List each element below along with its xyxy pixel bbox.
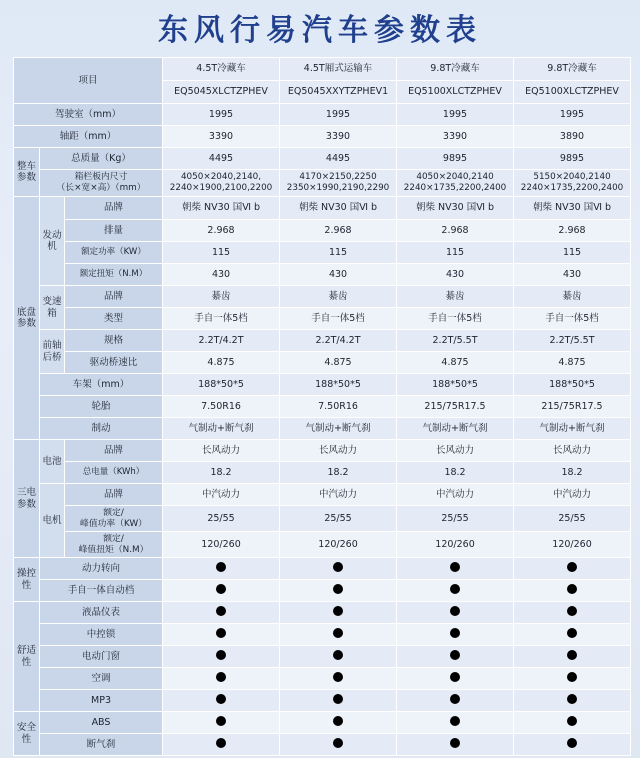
table-row: [14, 352, 631, 374]
feature-dot-icon: [450, 562, 460, 572]
row-label: 空调: [40, 668, 163, 690]
cell: 4.875: [280, 352, 397, 374]
cell: [280, 690, 397, 712]
cell-line: 2350×1990,2190,2290: [286, 183, 390, 193]
table-row: [14, 104, 631, 126]
feature-dot-icon: [216, 672, 226, 682]
model-code: EQ5045XLCTZPHEV: [163, 81, 280, 104]
cell: 25/55: [280, 506, 397, 532]
feature-dot-icon: [216, 584, 226, 594]
group-handling: 操控性: [14, 558, 40, 602]
row-label: 电动门窗: [40, 646, 163, 668]
row-label: 断气刹: [40, 734, 163, 756]
label-line: （长×宽×高）（mm）: [56, 183, 146, 193]
cell: [397, 690, 514, 712]
cell: [397, 580, 514, 602]
feature-dot-icon: [450, 694, 460, 704]
cell: 430: [514, 264, 631, 286]
row-label: 品牌: [65, 197, 163, 220]
feature-dot-icon: [567, 672, 577, 682]
cell: 2.968: [397, 220, 514, 242]
cell-line: 4170×2150,2250: [299, 172, 377, 183]
cell: 2.968: [163, 220, 280, 242]
feature-dot-icon: [567, 738, 577, 748]
cell: [397, 558, 514, 580]
model-code: EQ5100XLCTZPHEV: [514, 81, 631, 104]
row-label: 品牌: [65, 286, 163, 308]
table-row: [14, 148, 631, 170]
cell: [280, 602, 397, 624]
cell: [397, 624, 514, 646]
table-row: [14, 734, 631, 756]
cell: 2.2T/5.5T: [514, 330, 631, 352]
cell: 4495: [163, 148, 280, 170]
model-code: EQ5045XXYTZPHEV1: [280, 81, 397, 104]
cell: 气制动+断气刹: [163, 418, 280, 440]
cell: 綦齿: [514, 286, 631, 308]
cell: 120/260: [514, 532, 631, 558]
row-label: 驾驶室（mm）: [14, 104, 163, 126]
table-row: [14, 170, 631, 197]
cell: 朝柴 NV30 国Ⅵ b: [163, 197, 280, 220]
cell: [514, 712, 631, 734]
feature-dot-icon: [450, 672, 460, 682]
table-row: [14, 624, 631, 646]
cell: [397, 602, 514, 624]
group-chassis: 底盘参数: [14, 197, 40, 440]
row-label: [40, 170, 163, 197]
row-label: 规格: [65, 330, 163, 352]
feature-dot-icon: [216, 650, 226, 660]
cell: [514, 602, 631, 624]
table-row: [14, 668, 631, 690]
row-label: 中控锁: [40, 624, 163, 646]
cell: 中汽动力: [280, 484, 397, 506]
cell-line: 2240×1735,2200,2400: [403, 183, 507, 193]
cell: 手自一体5档: [163, 308, 280, 330]
cell: 120/260: [397, 532, 514, 558]
cell: [514, 646, 631, 668]
cell: 2.968: [514, 220, 631, 242]
group-comfort: 舒适性: [14, 602, 40, 712]
cell: 朝柴 NV30 国Ⅵ b: [397, 197, 514, 220]
feature-dot-icon: [216, 628, 226, 638]
feature-dot-icon: [216, 606, 226, 616]
feature-dot-icon: [333, 650, 343, 660]
group-triple-electric: 三电参数: [14, 440, 40, 558]
cell: 2.2T/4.2T: [280, 330, 397, 352]
cell: 3390: [280, 126, 397, 148]
cell: [397, 668, 514, 690]
model-type: 9.8T冷藏车: [514, 58, 631, 81]
feature-dot-icon: [216, 562, 226, 572]
cell: 215/75R17.5: [514, 396, 631, 418]
cell: 7.50R16: [163, 396, 280, 418]
feature-dot-icon: [450, 628, 460, 638]
cell: 3890: [514, 126, 631, 148]
cell: 2.968: [280, 220, 397, 242]
cell: [514, 170, 631, 197]
cell: [163, 690, 280, 712]
cell: 18.2: [280, 462, 397, 484]
feature-dot-icon: [567, 562, 577, 572]
cell-line: 2240×1735,2200,2400: [520, 183, 624, 193]
subgroup-transmission: 变速箱: [40, 286, 65, 330]
group-safety: 安全性: [14, 712, 40, 756]
cell: 4.875: [397, 352, 514, 374]
feature-dot-icon: [333, 584, 343, 594]
cell-line: 4050×2040,2140: [416, 172, 494, 183]
feature-dot-icon: [216, 738, 226, 748]
cell: [163, 734, 280, 756]
row-label: 品牌: [65, 440, 163, 462]
subgroup-engine: 发动机: [40, 197, 65, 286]
feature-dot-icon: [450, 650, 460, 660]
table-row: [14, 646, 631, 668]
feature-dot-icon: [450, 716, 460, 726]
cell: 2.2T/4.2T: [163, 330, 280, 352]
model-type: 4.5T冷藏车: [163, 58, 280, 81]
cell: 215/75R17.5: [397, 396, 514, 418]
cell: [397, 646, 514, 668]
cell: [163, 624, 280, 646]
model-type: 9.8T冷藏车: [397, 58, 514, 81]
table-row: [14, 440, 631, 462]
row-label: 排量: [65, 220, 163, 242]
table-row: [14, 126, 631, 148]
subgroup-battery: 电池: [40, 440, 65, 484]
row-label: 车架（mm）: [40, 374, 163, 396]
table-row: [14, 558, 631, 580]
cell: 气制动+断气刹: [514, 418, 631, 440]
label-line: 峰值功率（KW）: [80, 518, 147, 529]
table-row: [14, 484, 631, 506]
cell: 1995: [514, 104, 631, 126]
feature-dot-icon: [450, 584, 460, 594]
cell: 綦齿: [163, 286, 280, 308]
cell: [280, 558, 397, 580]
cell: 2.2T/5.5T: [397, 330, 514, 352]
cell: [514, 734, 631, 756]
cell: 长风动力: [397, 440, 514, 462]
feature-dot-icon: [450, 606, 460, 616]
table-row: [14, 286, 631, 308]
cell: 188*50*5: [163, 374, 280, 396]
row-label: 制动: [40, 418, 163, 440]
table-row: [14, 264, 631, 286]
cell: [397, 712, 514, 734]
table-row: [14, 580, 631, 602]
cell: 1995: [280, 104, 397, 126]
cell: 188*50*5: [397, 374, 514, 396]
cell: 115: [397, 242, 514, 264]
cell: 1995: [163, 104, 280, 126]
cell: 18.2: [514, 462, 631, 484]
feature-dot-icon: [450, 738, 460, 748]
feature-dot-icon: [216, 694, 226, 704]
group-vehicle: 整车参数: [14, 148, 40, 197]
row-label: 总质量（Kg）: [40, 148, 163, 170]
table-row: [14, 602, 631, 624]
item-header: 项目: [14, 58, 163, 104]
cell-line: 2240×1900,2100,2200: [169, 183, 273, 193]
cell: 25/55: [397, 506, 514, 532]
cell: 18.2: [397, 462, 514, 484]
cell-line: 4050×2040,2140,: [180, 172, 262, 183]
table-row: [14, 220, 631, 242]
cell: 4.875: [163, 352, 280, 374]
feature-dot-icon: [567, 716, 577, 726]
row-label: 类型: [65, 308, 163, 330]
feature-dot-icon: [333, 562, 343, 572]
cell: [163, 558, 280, 580]
cell: [163, 712, 280, 734]
row-label: 总电量（KWh）: [65, 462, 163, 484]
table-row: [14, 242, 631, 264]
feature-dot-icon: [333, 716, 343, 726]
cell: [163, 170, 280, 197]
cell-line: 5150×2040,2140: [533, 172, 611, 183]
row-label: 液晶仪表: [40, 602, 163, 624]
cell: 4495: [280, 148, 397, 170]
row-label: [65, 532, 163, 558]
row-label: MP3: [40, 690, 163, 712]
cell: 4.875: [514, 352, 631, 374]
row-label: 额定扭矩（N.M）: [65, 264, 163, 286]
cell: 3390: [163, 126, 280, 148]
cell: 120/260: [280, 532, 397, 558]
cell: 7.50R16: [280, 396, 397, 418]
table-row: [14, 197, 631, 220]
subgroup-axle: 前轴后桥: [40, 330, 65, 374]
cell: [514, 690, 631, 712]
cell: 中汽动力: [397, 484, 514, 506]
cell: 手自一体5档: [280, 308, 397, 330]
cell: 中汽动力: [514, 484, 631, 506]
row-label: 轴距（mm）: [14, 126, 163, 148]
cell: 9895: [397, 148, 514, 170]
cell: 长风动力: [280, 440, 397, 462]
cell: 长风动力: [163, 440, 280, 462]
cell: [280, 668, 397, 690]
row-label: ABS: [40, 712, 163, 734]
cell: 430: [163, 264, 280, 286]
cell: [397, 734, 514, 756]
label-line: 峰值扭矩（N.M）: [78, 544, 149, 555]
row-label: [65, 506, 163, 532]
cell: [514, 580, 631, 602]
feature-dot-icon: [216, 716, 226, 726]
table-row: [14, 396, 631, 418]
cell: 气制动+断气刹: [280, 418, 397, 440]
model-type: 4.5T厢式运输车: [280, 58, 397, 81]
row-label: 动力转向: [40, 558, 163, 580]
feature-dot-icon: [567, 606, 577, 616]
feature-dot-icon: [333, 628, 343, 638]
row-label: 额定功率（KW）: [65, 242, 163, 264]
cell: [280, 624, 397, 646]
cell: [514, 668, 631, 690]
cell: [163, 668, 280, 690]
feature-dot-icon: [333, 672, 343, 682]
cell: 綦齿: [280, 286, 397, 308]
cell: 长风动力: [514, 440, 631, 462]
label-line: 额定/: [103, 533, 124, 544]
row-label: 驱动桥速比: [65, 352, 163, 374]
cell: [280, 646, 397, 668]
subgroup-motor: 电机: [40, 484, 65, 558]
table-row: [14, 532, 631, 558]
cell: 430: [280, 264, 397, 286]
cell: [280, 712, 397, 734]
row-label: 品牌: [65, 484, 163, 506]
table-row: [14, 712, 631, 734]
cell: 115: [163, 242, 280, 264]
cell: [280, 580, 397, 602]
cell: 188*50*5: [280, 374, 397, 396]
table-row: [14, 330, 631, 352]
cell: 气制动+断气刹: [397, 418, 514, 440]
cell: 手自一体5档: [397, 308, 514, 330]
model-code: EQ5100XLCTZPHEV: [397, 81, 514, 104]
cell: 朝柴 NV30 国Ⅵ b: [514, 197, 631, 220]
cell: [163, 646, 280, 668]
cell: 18.2: [163, 462, 280, 484]
cell: 手自一体5档: [514, 308, 631, 330]
feature-dot-icon: [567, 628, 577, 638]
spec-table: [13, 57, 631, 756]
cell: 中汽动力: [163, 484, 280, 506]
feature-dot-icon: [333, 694, 343, 704]
cell: 115: [514, 242, 631, 264]
table-row: [14, 374, 631, 396]
cell: 188*50*5: [514, 374, 631, 396]
cell: [514, 558, 631, 580]
cell: [280, 170, 397, 197]
cell: 9895: [514, 148, 631, 170]
cell: 1995: [397, 104, 514, 126]
feature-dot-icon: [333, 606, 343, 616]
cell: [397, 170, 514, 197]
cell: [163, 602, 280, 624]
feature-dot-icon: [567, 650, 577, 660]
cell: 115: [280, 242, 397, 264]
page-title: 东风行易汽车参数表: [158, 13, 482, 48]
cell: [163, 580, 280, 602]
cell: 朝柴 NV30 国Ⅵ b: [280, 197, 397, 220]
cell: 3390: [397, 126, 514, 148]
cell: 綦齿: [397, 286, 514, 308]
cell: 25/55: [163, 506, 280, 532]
feature-dot-icon: [333, 738, 343, 748]
table-row: [14, 418, 631, 440]
feature-dot-icon: [567, 694, 577, 704]
label-line: 额定/: [103, 507, 124, 518]
cell: 120/260: [163, 532, 280, 558]
cell: 430: [397, 264, 514, 286]
cell: 25/55: [514, 506, 631, 532]
table-row: [14, 506, 631, 532]
row-label: 轮胎: [40, 396, 163, 418]
table-row: [14, 690, 631, 712]
label-line: 箱栏板内尺寸: [74, 172, 128, 183]
feature-dot-icon: [567, 584, 577, 594]
cell: [280, 734, 397, 756]
row-label: 手自一体自动档: [40, 580, 163, 602]
table-row: [14, 462, 631, 484]
cell: [514, 624, 631, 646]
header-row-type: [14, 58, 631, 81]
table-row: [14, 308, 631, 330]
